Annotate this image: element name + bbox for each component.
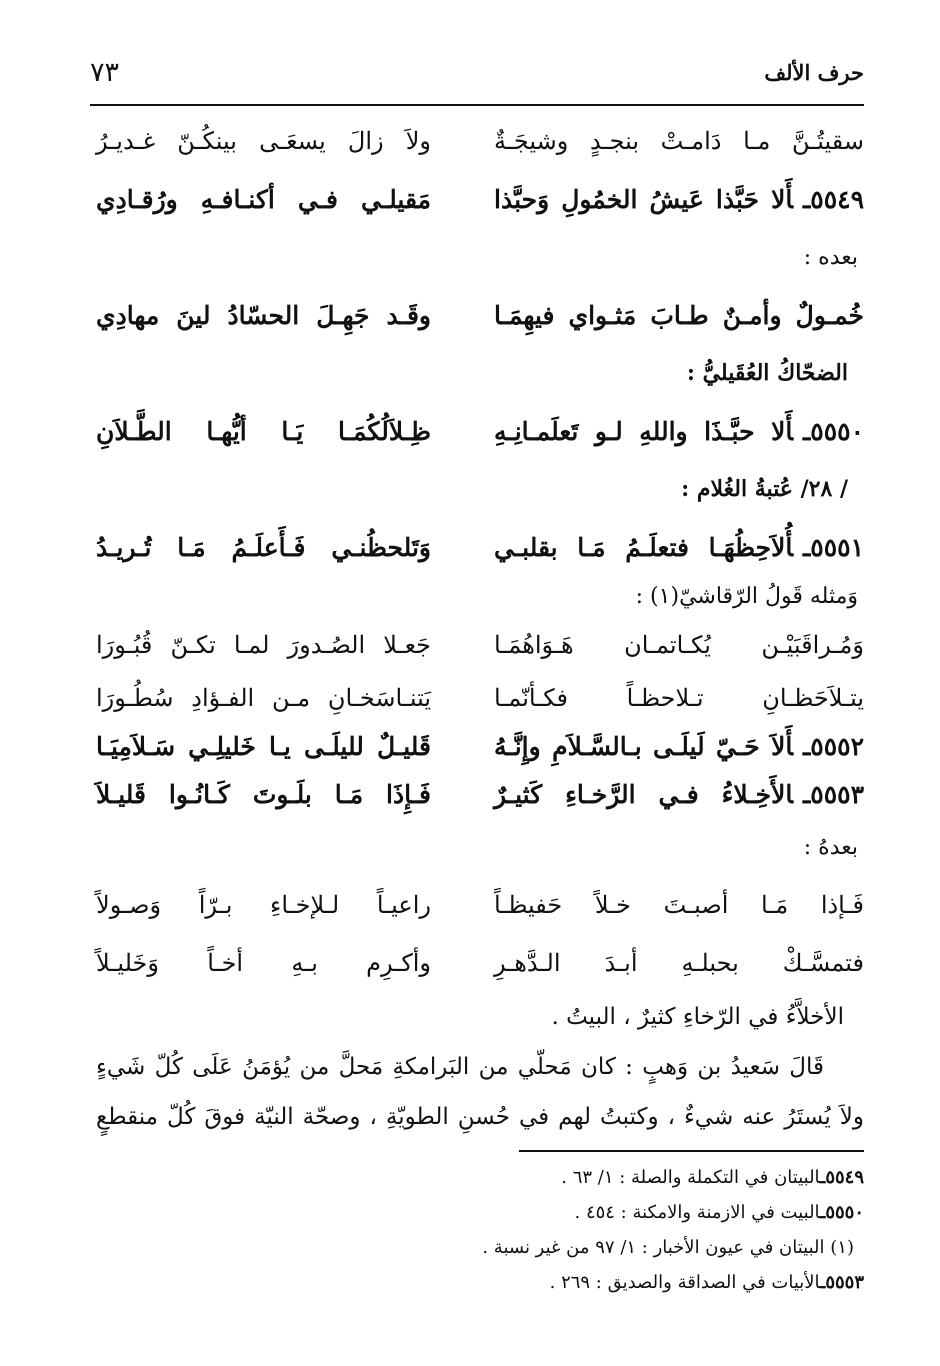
footnote-text: البيت في الازمنة والامكنة : ٤٥٤ .: [574, 1202, 821, 1223]
verse-line: [96, 722, 864, 770]
verse-text: الأَخِـلاءُ فـي الرَّخـاءِ كَثيـرٌ: [494, 779, 793, 809]
footnote-ref: (١): [830, 1237, 854, 1258]
chapter-title: حرف الألف: [764, 59, 864, 85]
verse-line: [96, 170, 864, 228]
after-label: بعده :: [803, 244, 858, 270]
after-label: بعدهُ :: [803, 834, 858, 860]
verse-number: ٥٥٤٩ـ: [802, 184, 864, 214]
page-body: [96, 112, 864, 1142]
footnote-ref: ٥٥٥٣ـ: [820, 1272, 864, 1293]
footnote-ref: ٥٥٤٩ـ: [820, 1167, 864, 1188]
verse-first-hemistich: [494, 780, 864, 809]
verse-second-hemistich: جَعـلا الصُـدورَ لمـا تكـنّ قُبُـورَا: [96, 631, 431, 659]
verse-line: [96, 518, 864, 576]
page-number: ٧٣: [90, 56, 120, 88]
footnote: [90, 1160, 864, 1195]
verse-second-hemistich: قَليـلٌ لليلَـى يـا خَليلِـي سَـلاَمِيَـا: [96, 731, 431, 761]
header-rule: [90, 104, 864, 106]
verse-first-hemistich: سقيتُـنَّ مـا دَامـتْ بنجـدٍ وشيجَـةٌ: [494, 127, 864, 155]
verse-first-hemistich: يتـلاَحَظـانِ تـلاحظـاً فكـأنّمـا: [494, 684, 864, 712]
verse-first-hemistich: [494, 732, 864, 761]
verse-second-hemistich: فَـإِذَا مَـا بلَـوتَ كَـانُـوا قَليـلاَ: [96, 779, 431, 809]
verse-second-hemistich: وَتَلحظُنـي فَـأَعلَـمُ مَـا تُـريـدُ: [96, 532, 431, 562]
verse-number: ٥٥٥٣ـ: [802, 779, 864, 809]
verse-group-e: [96, 616, 864, 818]
verse-line: [96, 770, 864, 818]
verse-number: ٥٥٥٠ـ: [802, 416, 864, 446]
verse-first-hemistich: وَمُـراقَبَيْـن يُكـاتمـان هَـوَاهُمَـا: [494, 631, 864, 659]
verse-first-hemistich: فتمسَّـكْ بحبلـهِ أبـدَ الـدَّهـرِ: [494, 949, 864, 977]
verse-first-hemistich: خُمـولٌ وأمـنٌ طـابَ مَثـواي فيهِمَـا: [494, 300, 864, 330]
prose-line: قَالَ سَعيدُ بن وَهبٍ : كان مَحلّي من البَرامكةِ مَحلَّ من يُؤمَنُ عَلَى كُلّ شَيءٍ: [96, 1054, 824, 1080]
running-header: [90, 52, 864, 92]
verse-first-hemistich: فَـإذا مَـا أصبـتَ خـلاً حَفيظـاً: [494, 891, 864, 919]
verse-second-hemistich: وأكـرِم بـهِ أخـاً وَخَليـلاً: [96, 949, 431, 977]
verse-second-hemistich: يَتنـاسَخـانِ مـن الفـؤادِ سُطُـورَا: [96, 684, 431, 712]
verse-line: [96, 112, 864, 170]
footnote-text: البيتان في عيون الأخبار : ١/ ٩٧ من غير نسبة .: [482, 1237, 825, 1258]
footnote-text: البيتان في التكملة والصلة : ١/ ٦٣ .: [561, 1167, 821, 1188]
footnote: [90, 1230, 864, 1265]
prose-line: الأخلاَّءُ في الرّخاءِ كثيرٌ ، البيتُ .: [551, 1004, 844, 1030]
verse-first-hemistich: [494, 533, 864, 562]
verse-line: [96, 876, 864, 934]
verse-text: أَلا حَبَّذا عَيشُ الخمُولِ وَحبَّذا: [494, 184, 793, 214]
verse-group-a: [96, 112, 864, 228]
verse-number: ٥٥٥٢ـ: [802, 731, 864, 761]
prose-block: [96, 992, 864, 1142]
verse-line: [96, 934, 864, 992]
verse-line: [96, 616, 864, 674]
verse-line: [96, 286, 864, 344]
footnote-ref: ٥٥٥٠ـ: [820, 1202, 864, 1223]
verse-first-hemistich: [494, 417, 864, 446]
footnote: [90, 1195, 864, 1230]
footnote: [90, 1265, 864, 1300]
verse-first-hemistich: [494, 185, 864, 214]
poet-name: الضحّاكُ العُقَيليُّ :: [686, 360, 848, 386]
verse-text: أَلا حبَّـذَا واللهِ لـو تَعلَمـانِـهِ: [494, 416, 793, 446]
verse-second-hemistich: ولاَ زالَ يسعَـى بينكُـنّ غـديـرُ: [96, 127, 431, 155]
verse-line: [96, 674, 864, 722]
footnote-text: الأبيات في الصداقة والصديق : ٢٦٩ .: [549, 1272, 821, 1293]
verse-second-hemistich: وقَـد جَهِـلَ الحسّادُ لينَ مهادِي: [96, 300, 431, 330]
footnote-rule: [519, 1150, 864, 1152]
verse-second-hemistich: ظِـلاَلُكُمَـا يَـا أيُّهـا الطَّـلاَنِ: [96, 416, 431, 446]
similar-label: وَمثله قَولُ الرّقاشيّ(١) :: [635, 583, 858, 609]
verse-group-f: [96, 876, 864, 992]
verse-text: أُلاَحِظُهَـا فتعلَـمُ مَـا بقلبـي: [494, 532, 793, 562]
verse-number: ٥٥٥١ـ: [802, 532, 864, 562]
verse-second-hemistich: راعيـاً لـلإخـاءِ بـرّاً وَصـولاً: [96, 891, 431, 919]
prose-line: ولاَ يُستَرُ عنه شيءٌ ، وكتبتُ لهم في حُسنِ الطويّةِ ، وصحّة النيّة فوقَ كُلّ منقطعٍ: [96, 1104, 864, 1130]
footnotes: [90, 1160, 864, 1300]
verse-line: [96, 402, 864, 460]
verse-second-hemistich: مَقيلـي فـي أكنـافـهِ ورُقـادِي: [96, 184, 431, 214]
poet-name: / ٢٨/ عُتبةُ الغُلام :: [681, 476, 848, 502]
verse-text: أَلاَ حَـيّ لَيلَـى بـالسَّـلاَمِ وإِنَّـهُ: [494, 731, 793, 761]
